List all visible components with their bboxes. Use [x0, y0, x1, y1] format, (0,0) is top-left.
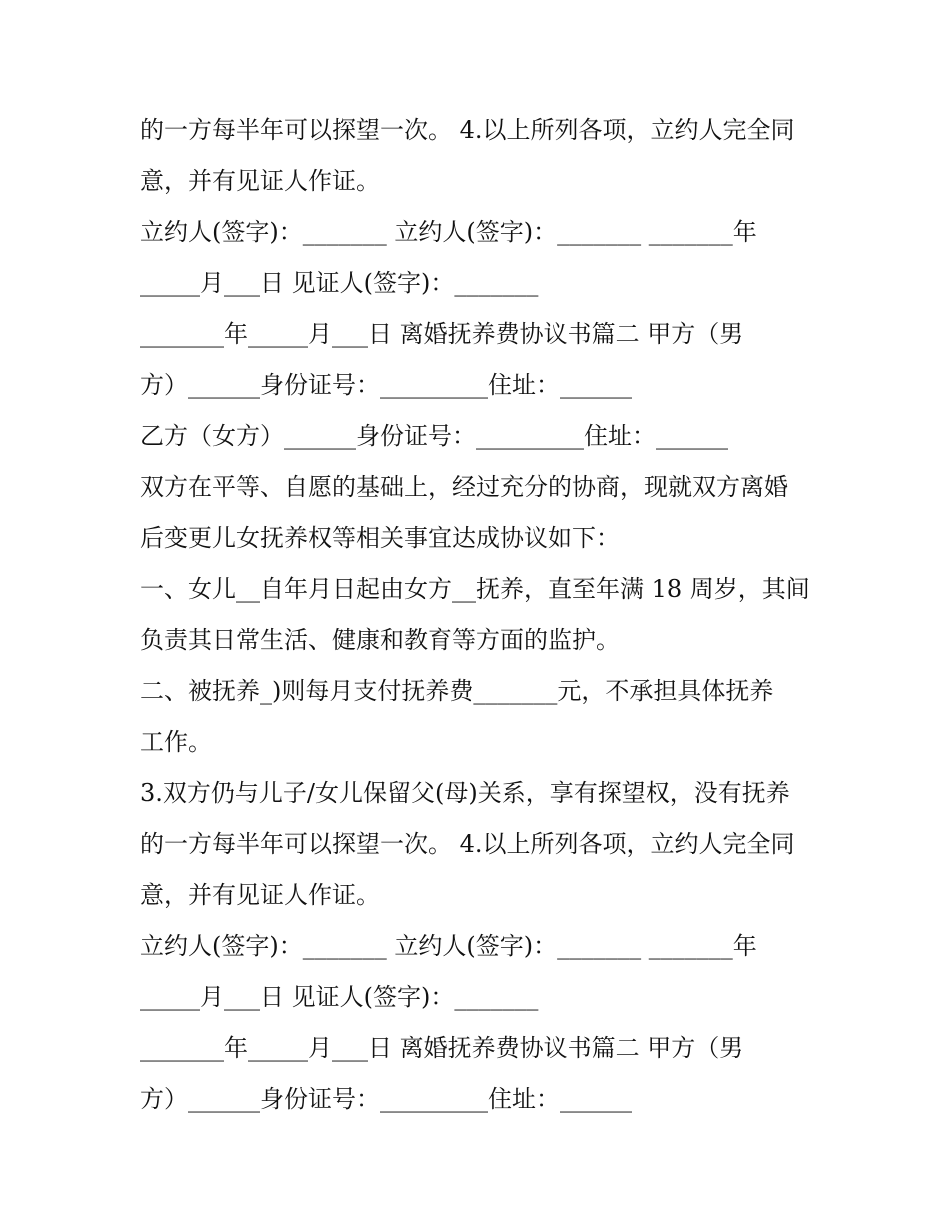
text-line: _______年_____月___日 离婚抚养费协议书篇二 甲方（男: [140, 1034, 744, 1062]
text-line: 一、女儿__自年月日起由女方__抚养，直至年满 18 周岁，其间: [140, 575, 810, 603]
text-line: 的一方每半年可以探望一次。 4.以上所列各项，立约人完全同: [140, 830, 795, 858]
text-line: 的一方每半年可以探望一次。 4.以上所列各项，立约人完全同: [140, 116, 795, 144]
text-line: 立约人(签字)：_______ 立约人(签字)：_______ _______年: [140, 218, 757, 246]
text-line: 意，并有见证人作证。: [140, 167, 380, 195]
text-line: 二、被抚养_)则每月支付抚养费_______元，不承担具体抚养: [140, 677, 774, 705]
document-body: [140, 105, 820, 1125]
text-line: _______年_____月___日 离婚抚养费协议书篇二 甲方（男: [140, 320, 744, 348]
text-line: 负责其日常生活、健康和教育等方面的监护。: [140, 626, 620, 654]
text-line: 方）______身份证号：_________住址：______: [140, 371, 632, 399]
text-line: _____月___日 见证人(签字)：_______: [140, 269, 539, 297]
text-line: 3.双方仍与儿子/女儿保留父(母)关系，享有探望权，没有抚养: [140, 779, 790, 807]
text-line: _____月___日 见证人(签字)：_______: [140, 983, 539, 1011]
text-line: 双方在平等、自愿的基础上，经过充分的协商，现就双方离婚: [140, 473, 788, 501]
text-line: 意，并有见证人作证。: [140, 881, 380, 909]
text-line: 后变更儿女抚养权等相关事宜达成协议如下：: [140, 524, 620, 552]
text-line: 工作。: [140, 728, 212, 756]
text-line: 方）______身份证号：_________住址：______: [140, 1085, 632, 1113]
text-line: 乙方（女方）______身份证号：_________住址：______: [140, 422, 728, 450]
text-line: 立约人(签字)：_______ 立约人(签字)：_______ _______年: [140, 932, 757, 960]
